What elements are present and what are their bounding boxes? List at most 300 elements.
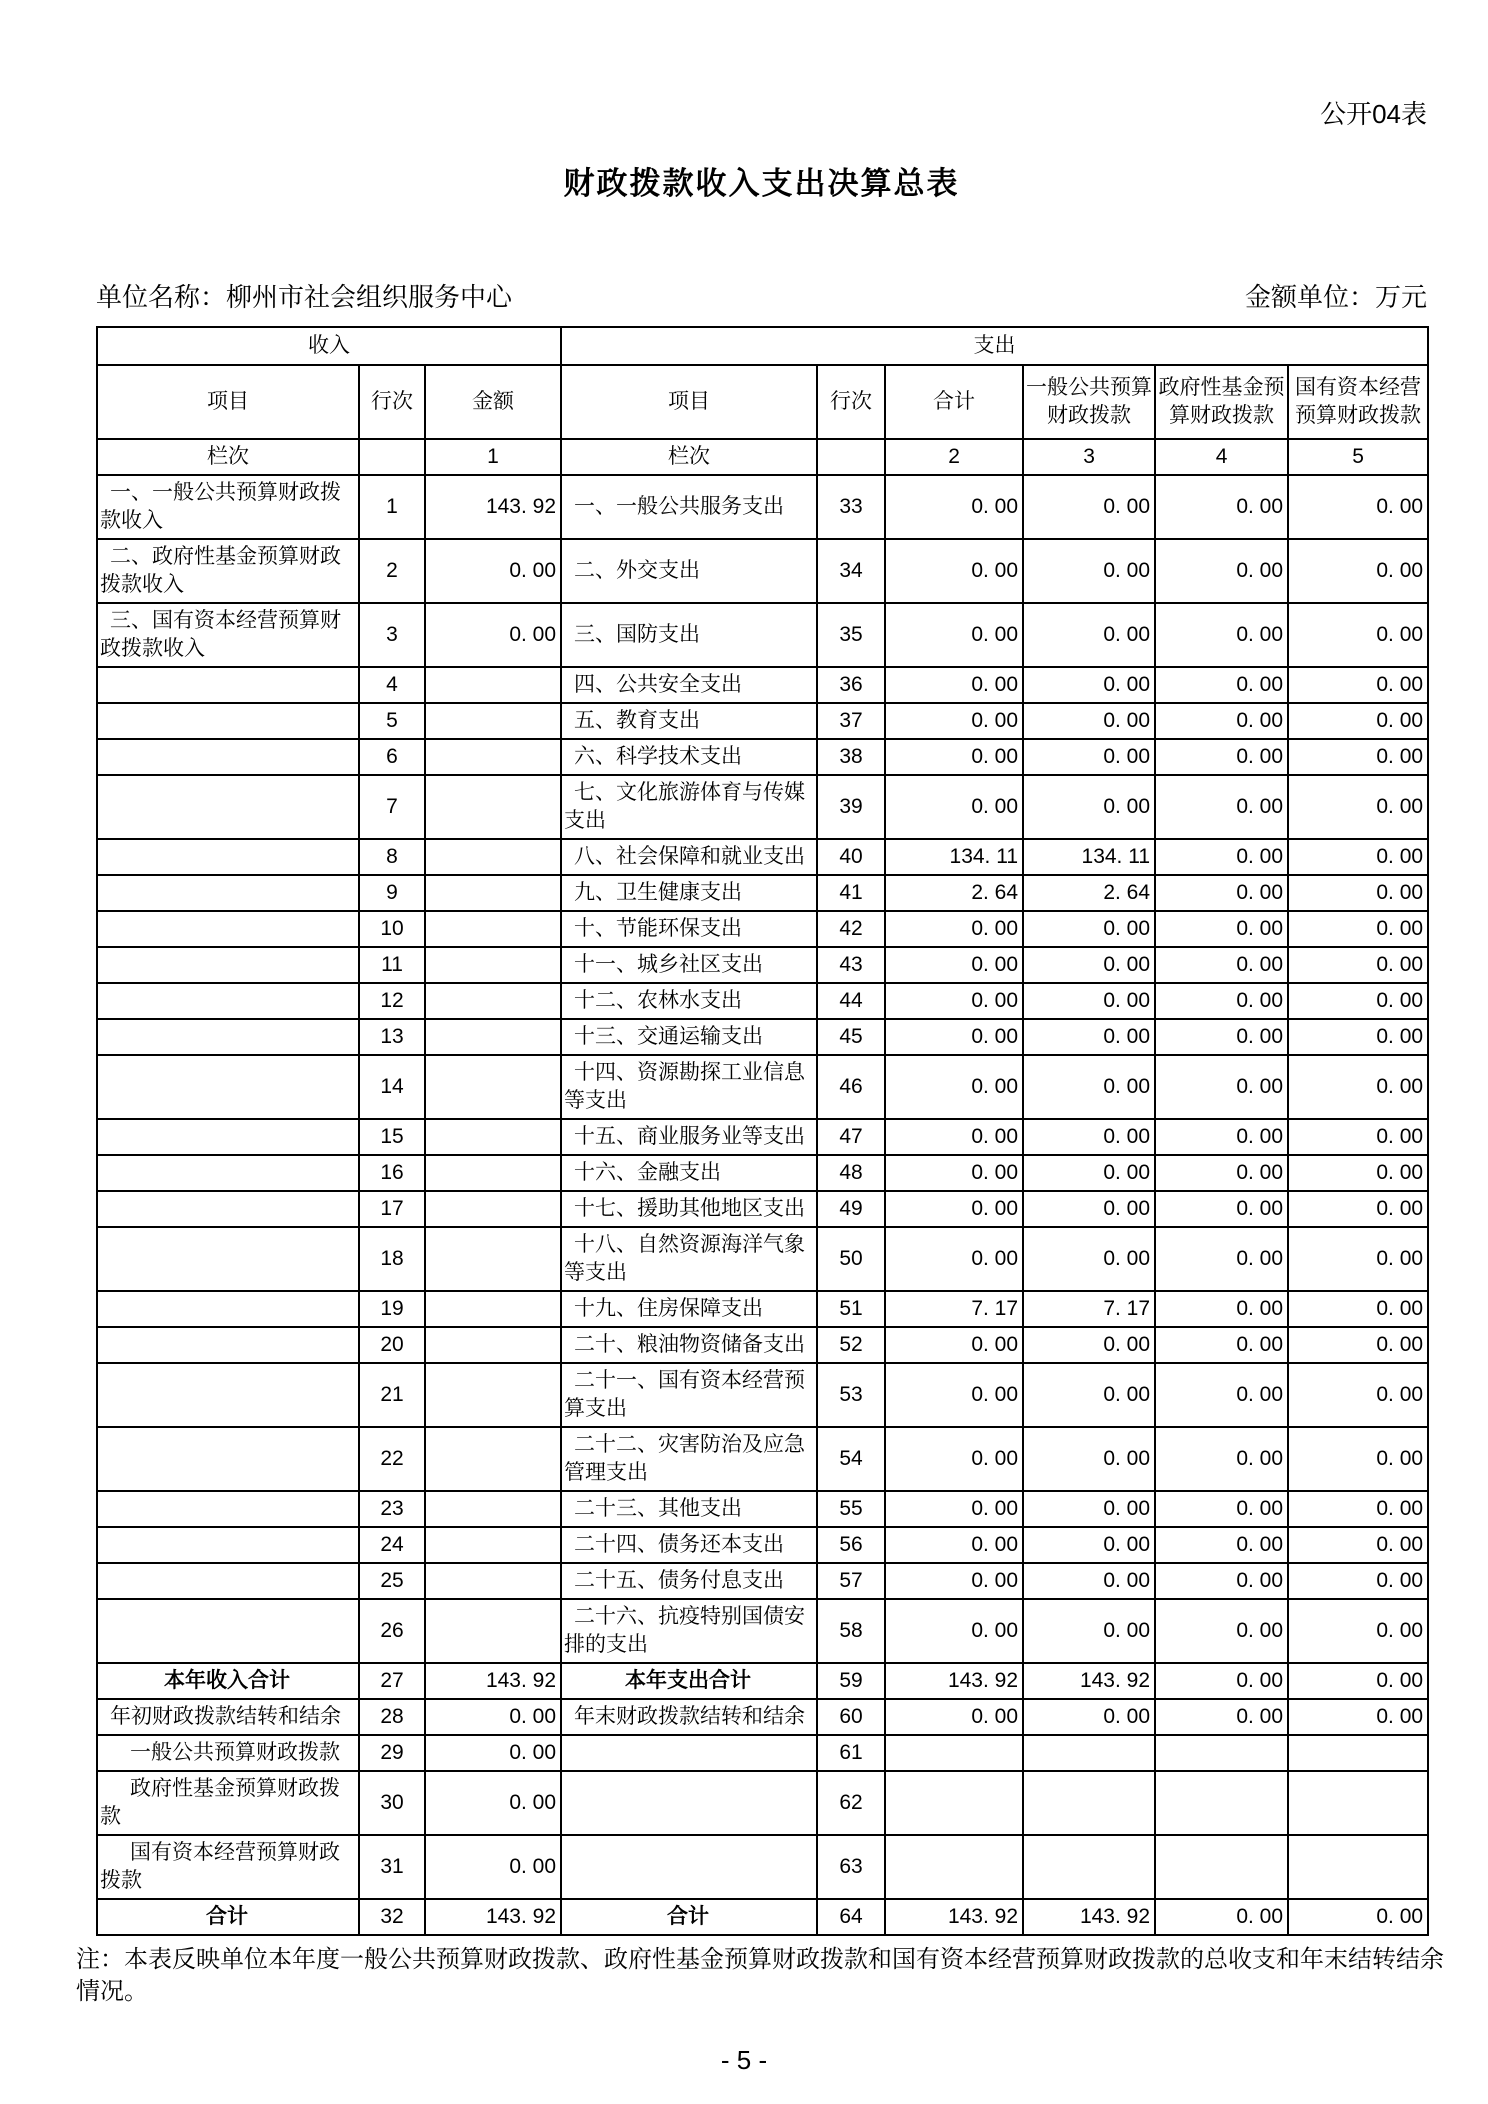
cell-expense-general-budget: 0. 00 bbox=[1023, 475, 1155, 539]
cell-expense-total: 0. 00 bbox=[885, 1227, 1023, 1291]
cell-expense-general-budget: 143. 92 bbox=[1023, 1899, 1155, 1935]
colindex-cell: 栏次 bbox=[561, 439, 817, 475]
cell-expense-item: 十九、住房保障支出 bbox=[561, 1291, 817, 1327]
fiscal-summary-table bbox=[96, 326, 1429, 1936]
cell-expense-general-budget: 143. 92 bbox=[1023, 1663, 1155, 1699]
col-expense-line: 行次 bbox=[817, 365, 885, 439]
cell-expense-general-budget: 0. 00 bbox=[1023, 739, 1155, 775]
table-row bbox=[97, 1735, 1428, 1771]
cell-income-item bbox=[97, 983, 359, 1019]
cell-income-item bbox=[97, 1019, 359, 1055]
table-row bbox=[97, 1491, 1428, 1527]
cell-income-line: 29 bbox=[359, 1735, 425, 1771]
cell-expense-line: 46 bbox=[817, 1055, 885, 1119]
header-columns-row bbox=[97, 365, 1428, 439]
cell-income-item bbox=[97, 1291, 359, 1327]
cell-expense-item: 一、一般公共服务支出 bbox=[561, 475, 817, 539]
page-title: 财政拨款收入支出决算总表 bbox=[563, 166, 960, 201]
header-colindex-row bbox=[97, 439, 1428, 475]
cell-expense-total: 0. 00 bbox=[885, 703, 1023, 739]
table-row bbox=[97, 1155, 1428, 1191]
cell-income-amount bbox=[425, 839, 561, 875]
cell-expense-state-capital bbox=[1288, 1835, 1428, 1899]
cell-expense-total: 0. 00 bbox=[885, 1119, 1023, 1155]
cell-expense-line: 41 bbox=[817, 875, 885, 911]
cell-expense-gov-fund: 0. 00 bbox=[1155, 1019, 1288, 1055]
cell-expense-gov-fund: 0. 00 bbox=[1155, 1663, 1288, 1699]
cell-income-amount bbox=[425, 1527, 561, 1563]
cell-income-item: 一、一般公共预算财政拨款收入 bbox=[97, 475, 359, 539]
amount-unit-label: 金额单位：万元 bbox=[1244, 282, 1427, 312]
cell-expense-total: 0. 00 bbox=[885, 1191, 1023, 1227]
cell-expense-item: 十二、农林水支出 bbox=[561, 983, 817, 1019]
table-row bbox=[97, 1599, 1428, 1663]
table-body bbox=[97, 475, 1428, 1935]
cell-expense-item: 七、文化旅游体育与传媒支出 bbox=[561, 775, 817, 839]
cell-expense-total bbox=[885, 1771, 1023, 1835]
table-row bbox=[97, 1291, 1428, 1327]
cell-expense-gov-fund: 0. 00 bbox=[1155, 1899, 1288, 1935]
cell-expense-gov-fund: 0. 00 bbox=[1155, 1055, 1288, 1119]
cell-expense-line: 40 bbox=[817, 839, 885, 875]
cell-income-line: 14 bbox=[359, 1055, 425, 1119]
cell-expense-line: 36 bbox=[817, 667, 885, 703]
cell-expense-gov-fund: 0. 00 bbox=[1155, 1155, 1288, 1191]
cell-income-amount: 0. 00 bbox=[425, 1735, 561, 1771]
cell-income-item bbox=[97, 947, 359, 983]
cell-income-line: 12 bbox=[359, 983, 425, 1019]
cell-expense-item: 本年支出合计 bbox=[561, 1663, 817, 1699]
cell-income-amount bbox=[425, 947, 561, 983]
cell-expense-total bbox=[885, 1735, 1023, 1771]
cell-expense-total: 0. 00 bbox=[885, 1155, 1023, 1191]
unit-name-label: 单位名称：柳州市社会组织服务中心 bbox=[96, 282, 513, 312]
table-row bbox=[97, 911, 1428, 947]
cell-expense-general-budget: 0. 00 bbox=[1023, 1191, 1155, 1227]
cell-income-amount: 0. 00 bbox=[425, 539, 561, 603]
cell-expense-item: 十四、资源勘探工业信息等支出 bbox=[561, 1055, 817, 1119]
table-row bbox=[97, 667, 1428, 703]
footnote: 注：本表反映单位本年度一般公共预算财政拨款、政府性基金预算财政拨款和国有资本经营预算财政拨款的总收支和年末结转结余情况。 bbox=[76, 1946, 1444, 2006]
cell-income-amount bbox=[425, 983, 561, 1019]
cell-expense-item: 二十一、国有资本经营预算支出 bbox=[561, 1363, 817, 1427]
cell-expense-line: 37 bbox=[817, 703, 885, 739]
cell-income-amount: 0. 00 bbox=[425, 603, 561, 667]
cell-income-line: 31 bbox=[359, 1835, 425, 1899]
table-row bbox=[97, 1227, 1428, 1291]
cell-expense-item: 二十四、债务还本支出 bbox=[561, 1527, 817, 1563]
cell-expense-state-capital: 0. 00 bbox=[1288, 1119, 1428, 1155]
cell-income-item bbox=[97, 739, 359, 775]
cell-income-amount bbox=[425, 1291, 561, 1327]
cell-expense-total: 0. 00 bbox=[885, 603, 1023, 667]
cell-income-item bbox=[97, 1155, 359, 1191]
cell-income-line: 30 bbox=[359, 1771, 425, 1835]
cell-expense-item: 十三、交通运输支出 bbox=[561, 1019, 817, 1055]
cell-expense-item: 二、外交支出 bbox=[561, 539, 817, 603]
cell-income-amount bbox=[425, 1427, 561, 1491]
cell-expense-total: 0. 00 bbox=[885, 1563, 1023, 1599]
cell-expense-general-budget: 0. 00 bbox=[1023, 1055, 1155, 1119]
cell-income-line: 24 bbox=[359, 1527, 425, 1563]
table-row bbox=[97, 1363, 1428, 1427]
cell-income-line: 4 bbox=[359, 667, 425, 703]
cell-income-line: 2 bbox=[359, 539, 425, 603]
cell-income-amount: 143. 92 bbox=[425, 1899, 561, 1935]
cell-expense-state-capital: 0. 00 bbox=[1288, 1227, 1428, 1291]
cell-expense-state-capital: 0. 00 bbox=[1288, 1019, 1428, 1055]
cell-expense-state-capital: 0. 00 bbox=[1288, 1599, 1428, 1663]
cell-income-amount: 143. 92 bbox=[425, 475, 561, 539]
cell-expense-line: 58 bbox=[817, 1599, 885, 1663]
colindex-cell bbox=[817, 439, 885, 475]
table-row bbox=[97, 1563, 1428, 1599]
cell-income-item bbox=[97, 911, 359, 947]
cell-expense-state-capital: 0. 00 bbox=[1288, 1291, 1428, 1327]
cell-income-amount bbox=[425, 667, 561, 703]
cell-income-line: 7 bbox=[359, 775, 425, 839]
cell-expense-item: 合计 bbox=[561, 1899, 817, 1935]
cell-expense-state-capital: 0. 00 bbox=[1288, 1155, 1428, 1191]
table-row bbox=[97, 1899, 1428, 1935]
header-group-row bbox=[97, 327, 1428, 365]
cell-expense-line: 60 bbox=[817, 1699, 885, 1735]
table-row bbox=[97, 1055, 1428, 1119]
cell-income-amount bbox=[425, 1327, 561, 1363]
cell-expense-gov-fund: 0. 00 bbox=[1155, 1363, 1288, 1427]
cell-income-amount bbox=[425, 875, 561, 911]
cell-expense-general-budget: 0. 00 bbox=[1023, 603, 1155, 667]
cell-expense-gov-fund: 0. 00 bbox=[1155, 1699, 1288, 1735]
cell-expense-line: 34 bbox=[817, 539, 885, 603]
cell-expense-general-budget: 0. 00 bbox=[1023, 1119, 1155, 1155]
cell-expense-total: 0. 00 bbox=[885, 1327, 1023, 1363]
cell-expense-gov-fund: 0. 00 bbox=[1155, 739, 1288, 775]
cell-expense-general-budget: 0. 00 bbox=[1023, 911, 1155, 947]
cell-expense-state-capital: 0. 00 bbox=[1288, 983, 1428, 1019]
cell-expense-item: 二十二、灾害防治及应急管理支出 bbox=[561, 1427, 817, 1491]
cell-expense-total: 0. 00 bbox=[885, 1527, 1023, 1563]
cell-expense-gov-fund: 0. 00 bbox=[1155, 603, 1288, 667]
table-row bbox=[97, 1771, 1428, 1835]
cell-income-item bbox=[97, 775, 359, 839]
cell-expense-general-budget: 0. 00 bbox=[1023, 1563, 1155, 1599]
cell-income-amount bbox=[425, 1227, 561, 1291]
cell-income-amount bbox=[425, 1563, 561, 1599]
table-row bbox=[97, 703, 1428, 739]
cell-income-line: 28 bbox=[359, 1699, 425, 1735]
cell-expense-item bbox=[561, 1735, 817, 1771]
cell-expense-total: 0. 00 bbox=[885, 1363, 1023, 1427]
cell-income-line: 9 bbox=[359, 875, 425, 911]
table-row bbox=[97, 1835, 1428, 1899]
cell-expense-item: 二十三、其他支出 bbox=[561, 1491, 817, 1527]
cell-expense-state-capital: 0. 00 bbox=[1288, 911, 1428, 947]
table-row bbox=[97, 947, 1428, 983]
cell-expense-general-budget: 0. 00 bbox=[1023, 667, 1155, 703]
cell-income-item bbox=[97, 1527, 359, 1563]
cell-expense-line: 59 bbox=[817, 1663, 885, 1699]
cell-income-amount bbox=[425, 703, 561, 739]
cell-expense-general-budget: 134. 11 bbox=[1023, 839, 1155, 875]
cell-expense-gov-fund: 0. 00 bbox=[1155, 1599, 1288, 1663]
cell-expense-total: 134. 11 bbox=[885, 839, 1023, 875]
cell-expense-line: 47 bbox=[817, 1119, 885, 1155]
cell-income-item: 一般公共预算财政拨款 bbox=[97, 1735, 359, 1771]
cell-expense-general-budget: 0. 00 bbox=[1023, 1699, 1155, 1735]
cell-income-amount bbox=[425, 739, 561, 775]
cell-income-line: 8 bbox=[359, 839, 425, 875]
cell-expense-line: 44 bbox=[817, 983, 885, 1019]
cell-expense-state-capital: 0. 00 bbox=[1288, 1491, 1428, 1527]
cell-income-line: 26 bbox=[359, 1599, 425, 1663]
cell-expense-general-budget: 0. 00 bbox=[1023, 1327, 1155, 1363]
cell-income-item: 政府性基金预算财政拨款 bbox=[97, 1771, 359, 1835]
cell-expense-gov-fund: 0. 00 bbox=[1155, 1191, 1288, 1227]
cell-expense-gov-fund bbox=[1155, 1771, 1288, 1835]
cell-expense-gov-fund bbox=[1155, 1835, 1288, 1899]
table-row bbox=[97, 603, 1428, 667]
cell-income-line: 19 bbox=[359, 1291, 425, 1327]
cell-income-item: 国有资本经营预算财政拨款 bbox=[97, 1835, 359, 1899]
cell-expense-state-capital: 0. 00 bbox=[1288, 1527, 1428, 1563]
cell-expense-total: 0. 00 bbox=[885, 1491, 1023, 1527]
table-row bbox=[97, 775, 1428, 839]
cell-income-item bbox=[97, 667, 359, 703]
cell-expense-state-capital: 0. 00 bbox=[1288, 703, 1428, 739]
cell-expense-total: 0. 00 bbox=[885, 1699, 1023, 1735]
cell-expense-state-capital bbox=[1288, 1771, 1428, 1835]
form-number-label: 公开04表 bbox=[1320, 99, 1427, 129]
income-group-header: 收入 bbox=[97, 327, 561, 365]
cell-expense-line: 61 bbox=[817, 1735, 885, 1771]
cell-expense-total: 0. 00 bbox=[885, 911, 1023, 947]
cell-income-amount bbox=[425, 1119, 561, 1155]
cell-expense-general-budget: 0. 00 bbox=[1023, 1155, 1155, 1191]
cell-expense-total: 0. 00 bbox=[885, 667, 1023, 703]
cell-income-amount bbox=[425, 1599, 561, 1663]
cell-expense-gov-fund: 0. 00 bbox=[1155, 947, 1288, 983]
cell-income-item bbox=[97, 1055, 359, 1119]
cell-expense-state-capital bbox=[1288, 1735, 1428, 1771]
cell-expense-total: 0. 00 bbox=[885, 539, 1023, 603]
cell-expense-general-budget bbox=[1023, 1735, 1155, 1771]
cell-income-amount bbox=[425, 775, 561, 839]
cell-expense-general-budget: 0. 00 bbox=[1023, 539, 1155, 603]
cell-income-amount: 0. 00 bbox=[425, 1835, 561, 1899]
cell-income-line: 32 bbox=[359, 1899, 425, 1935]
table-row bbox=[97, 839, 1428, 875]
col-expense-gov-fund: 政府性基金预算财政拨款 bbox=[1155, 365, 1288, 439]
cell-income-line: 10 bbox=[359, 911, 425, 947]
cell-expense-item: 四、公共安全支出 bbox=[561, 667, 817, 703]
cell-expense-state-capital: 0. 00 bbox=[1288, 839, 1428, 875]
cell-expense-gov-fund: 0. 00 bbox=[1155, 1563, 1288, 1599]
cell-income-amount bbox=[425, 1019, 561, 1055]
colindex-cell: 3 bbox=[1023, 439, 1155, 475]
cell-expense-state-capital: 0. 00 bbox=[1288, 1191, 1428, 1227]
cell-expense-state-capital: 0. 00 bbox=[1288, 539, 1428, 603]
cell-income-amount bbox=[425, 911, 561, 947]
cell-expense-item bbox=[561, 1771, 817, 1835]
cell-expense-line: 38 bbox=[817, 739, 885, 775]
table-row bbox=[97, 1327, 1428, 1363]
table-row bbox=[97, 1191, 1428, 1227]
cell-income-item bbox=[97, 875, 359, 911]
cell-income-line: 13 bbox=[359, 1019, 425, 1055]
cell-expense-item: 六、科学技术支出 bbox=[561, 739, 817, 775]
cell-expense-line: 35 bbox=[817, 603, 885, 667]
cell-expense-total: 0. 00 bbox=[885, 947, 1023, 983]
cell-expense-item: 十、节能环保支出 bbox=[561, 911, 817, 947]
cell-expense-line: 62 bbox=[817, 1771, 885, 1835]
cell-expense-line: 53 bbox=[817, 1363, 885, 1427]
cell-expense-gov-fund: 0. 00 bbox=[1155, 1427, 1288, 1491]
cell-expense-total: 7. 17 bbox=[885, 1291, 1023, 1327]
expense-group-header: 支出 bbox=[561, 327, 1428, 365]
cell-expense-state-capital: 0. 00 bbox=[1288, 1427, 1428, 1491]
cell-expense-general-budget bbox=[1023, 1835, 1155, 1899]
col-expense-item: 项目 bbox=[561, 365, 817, 439]
cell-expense-total: 0. 00 bbox=[885, 983, 1023, 1019]
cell-income-item: 年初财政拨款结转和结余 bbox=[97, 1699, 359, 1735]
colindex-cell: 4 bbox=[1155, 439, 1288, 475]
cell-income-line: 5 bbox=[359, 703, 425, 739]
cell-expense-gov-fund: 0. 00 bbox=[1155, 775, 1288, 839]
cell-expense-state-capital: 0. 00 bbox=[1288, 875, 1428, 911]
colindex-cell: 2 bbox=[885, 439, 1023, 475]
cell-expense-state-capital: 0. 00 bbox=[1288, 775, 1428, 839]
cell-expense-item bbox=[561, 1835, 817, 1899]
cell-expense-state-capital: 0. 00 bbox=[1288, 739, 1428, 775]
cell-income-amount: 0. 00 bbox=[425, 1699, 561, 1735]
cell-income-item bbox=[97, 1563, 359, 1599]
cell-expense-line: 63 bbox=[817, 1835, 885, 1899]
cell-expense-state-capital: 0. 00 bbox=[1288, 1663, 1428, 1699]
cell-expense-item: 年末财政拨款结转和结余 bbox=[561, 1699, 817, 1735]
cell-expense-line: 42 bbox=[817, 911, 885, 947]
cell-income-line: 21 bbox=[359, 1363, 425, 1427]
cell-expense-item: 二十、粮油物资储备支出 bbox=[561, 1327, 817, 1363]
cell-income-item bbox=[97, 1227, 359, 1291]
cell-expense-line: 49 bbox=[817, 1191, 885, 1227]
cell-expense-item: 五、教育支出 bbox=[561, 703, 817, 739]
cell-expense-gov-fund: 0. 00 bbox=[1155, 1119, 1288, 1155]
cell-expense-total: 143. 92 bbox=[885, 1899, 1023, 1935]
table-row bbox=[97, 1699, 1428, 1735]
cell-income-amount: 143. 92 bbox=[425, 1663, 561, 1699]
cell-income-line: 23 bbox=[359, 1491, 425, 1527]
cell-income-line: 15 bbox=[359, 1119, 425, 1155]
colindex-cell bbox=[359, 439, 425, 475]
cell-expense-general-budget: 0. 00 bbox=[1023, 1599, 1155, 1663]
meta-row bbox=[96, 277, 1427, 314]
cell-income-line: 18 bbox=[359, 1227, 425, 1291]
cell-expense-total: 2. 64 bbox=[885, 875, 1023, 911]
cell-expense-total: 0. 00 bbox=[885, 739, 1023, 775]
cell-income-item bbox=[97, 703, 359, 739]
cell-income-item bbox=[97, 1327, 359, 1363]
cell-expense-state-capital: 0. 00 bbox=[1288, 1327, 1428, 1363]
cell-income-amount bbox=[425, 1155, 561, 1191]
cell-income-item bbox=[97, 1491, 359, 1527]
cell-expense-line: 57 bbox=[817, 1563, 885, 1599]
cell-income-item: 合计 bbox=[97, 1899, 359, 1935]
cell-expense-gov-fund: 0. 00 bbox=[1155, 1327, 1288, 1363]
cell-expense-state-capital: 0. 00 bbox=[1288, 1899, 1428, 1935]
cell-expense-general-budget: 0. 00 bbox=[1023, 1491, 1155, 1527]
cell-expense-line: 54 bbox=[817, 1427, 885, 1491]
cell-expense-total: 0. 00 bbox=[885, 1019, 1023, 1055]
cell-expense-item: 十五、商业服务业等支出 bbox=[561, 1119, 817, 1155]
cell-income-amount bbox=[425, 1363, 561, 1427]
table-row bbox=[97, 875, 1428, 911]
cell-expense-line: 43 bbox=[817, 947, 885, 983]
cell-expense-gov-fund: 0. 00 bbox=[1155, 983, 1288, 1019]
page-number: - 5 - bbox=[720, 2045, 768, 2075]
col-expense-total: 合计 bbox=[885, 365, 1023, 439]
table-row bbox=[97, 539, 1428, 603]
cell-expense-general-budget: 0. 00 bbox=[1023, 1363, 1155, 1427]
cell-expense-state-capital: 0. 00 bbox=[1288, 1699, 1428, 1735]
cell-income-line: 17 bbox=[359, 1191, 425, 1227]
cell-expense-general-budget: 0. 00 bbox=[1023, 983, 1155, 1019]
cell-income-item bbox=[97, 839, 359, 875]
table-row bbox=[97, 1019, 1428, 1055]
cell-expense-total: 0. 00 bbox=[885, 1427, 1023, 1491]
cell-expense-item: 十七、援助其他地区支出 bbox=[561, 1191, 817, 1227]
table-row bbox=[97, 475, 1428, 539]
cell-expense-item: 二十六、抗疫特别国债安排的支出 bbox=[561, 1599, 817, 1663]
table-row bbox=[97, 1663, 1428, 1699]
cell-expense-item: 十一、城乡社区支出 bbox=[561, 947, 817, 983]
cell-expense-line: 52 bbox=[817, 1327, 885, 1363]
cell-income-item bbox=[97, 1119, 359, 1155]
colindex-cell: 5 bbox=[1288, 439, 1428, 475]
cell-expense-general-budget: 0. 00 bbox=[1023, 1019, 1155, 1055]
cell-expense-gov-fund: 0. 00 bbox=[1155, 875, 1288, 911]
cell-income-line: 16 bbox=[359, 1155, 425, 1191]
cell-expense-state-capital: 0. 00 bbox=[1288, 475, 1428, 539]
cell-expense-total: 143. 92 bbox=[885, 1663, 1023, 1699]
colindex-cell: 栏次 bbox=[97, 439, 359, 475]
cell-income-amount bbox=[425, 1491, 561, 1527]
cell-expense-line: 33 bbox=[817, 475, 885, 539]
cell-expense-general-budget: 0. 00 bbox=[1023, 703, 1155, 739]
cell-expense-item: 十八、自然资源海洋气象等支出 bbox=[561, 1227, 817, 1291]
cell-expense-gov-fund: 0. 00 bbox=[1155, 1291, 1288, 1327]
cell-expense-line: 55 bbox=[817, 1491, 885, 1527]
cell-income-item: 二、政府性基金预算财政拨款收入 bbox=[97, 539, 359, 603]
cell-expense-general-budget: 0. 00 bbox=[1023, 1227, 1155, 1291]
cell-income-line: 27 bbox=[359, 1663, 425, 1699]
cell-expense-state-capital: 0. 00 bbox=[1288, 947, 1428, 983]
cell-income-amount bbox=[425, 1055, 561, 1119]
cell-income-line: 1 bbox=[359, 475, 425, 539]
cell-income-line: 20 bbox=[359, 1327, 425, 1363]
cell-expense-general-budget: 0. 00 bbox=[1023, 947, 1155, 983]
cell-income-line: 22 bbox=[359, 1427, 425, 1491]
cell-income-amount bbox=[425, 1191, 561, 1227]
cell-expense-gov-fund: 0. 00 bbox=[1155, 475, 1288, 539]
cell-income-line: 25 bbox=[359, 1563, 425, 1599]
cell-expense-item: 八、社会保障和就业支出 bbox=[561, 839, 817, 875]
col-income-amount: 金额 bbox=[425, 365, 561, 439]
cell-expense-item: 二十五、债务付息支出 bbox=[561, 1563, 817, 1599]
cell-expense-total: 0. 00 bbox=[885, 1599, 1023, 1663]
col-income-item: 项目 bbox=[97, 365, 359, 439]
cell-expense-item: 十六、金融支出 bbox=[561, 1155, 817, 1191]
